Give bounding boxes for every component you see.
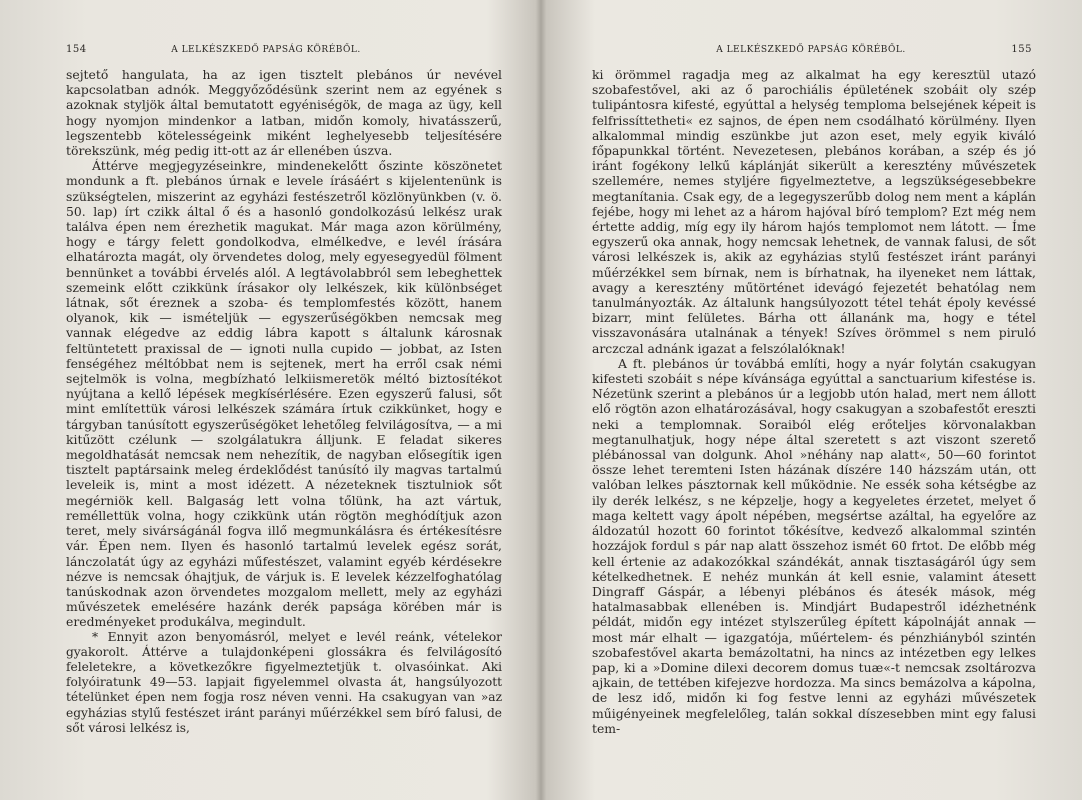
- left-page-header: [0, 44, 532, 60]
- left-page-body: [66, 67, 502, 736]
- left-page: [0, 0, 532, 800]
- left-page-number: 154: [66, 44, 87, 55]
- right-page-header: [540, 44, 1082, 60]
- right-page: [540, 0, 1082, 800]
- right-running-head: A LELKÉSZKEDŐ PAPSÁG KÖRÉBŐL.: [716, 45, 906, 55]
- paragraph: sejtető hangulata, ha az igen tisztelt plebános úr nevével kapcsolatban adnók. Meggyőződésünk szerint nem az egyének s azoknak styljök által bemutatott egyéniségök, de maga az ügy, kell hogy nyomjon mindenkor a latban, midőn komoly, hivatásszerű, legszentebb kötelességeink miként leghelyesebb teljesítésére törekszünk, még pedig itt-ott az ár ellenében úszva.: [66, 67, 502, 159]
- paragraph: A ft. plebános úr továbbá említi, hogy a nyár folytán csakugyan kifesteti szobáit s népe kívánsága egyúttal a sanctuarium kifestése is. Nézetünk szerint a plebános úr a legjobb utón halad, mert nem állott elő rögtön azon elhatározásával, hogy csakugyan a szobafestőt ereszti neki a templomnak. Soraiból elég erőteljes körvonalakban megtanulhatjuk, hogy népe által szeretett s azt viszont szerető plébánossal van dolgunk. Ahol »néhány nap alatt«, 50—60 forintot össze lehet teremteni Isten házának díszére 140 házszám után, ott valóban lelkes pásztornak kell működnie. Ne essék soha kétségbe az ily derék lelkész, s ne képzelje, hogy a kegyeletes érzetet, melyet ő maga keltett vagy ápolt népében, megsértse azáltal, ha egyelőre az áldozatúl hozott 60 forintot tőkésítve, kedvező alkalommal szintén hozzájok fordul s pár nap alatt összehoz ismét 60 frtot. De előbb még kell értenie az adakozókkal szándékát, annak tisztaságáról úgy sem kételkedhetnek. E nehéz munkán át kell esnie, valamint átesett Dingraff Gáspár, a lébenyi plébános és átesék mások, még hatalmasabbak ellenében is. Mindjárt Budapestről idézhetnénk példát, midőn egy intézet stylszerűleg épített kápolnáját annak — most már elhalt — igazgatója, műértelem- és pénzhiányból szintén szobafestővel akarta bemázoltatni, ha nincs az intézetben egy lelkes pap, ki a »Domine dilexi decorem domus tuæ«-t nemcsak zsoltározva ajkain, de tettében kifejezve hordozza. Ma sincs bemázolva a kápolna, de lesz idő, midőn ki fog festve lenni az egyházi művészetek műigényeinek megfelelőleg, talán sokkal díszesebben mint egy falusi tem-: [592, 355, 1036, 736]
- left-running-head: A LELKÉSZKEDŐ PAPSÁG KÖRÉBŐL.: [171, 45, 361, 55]
- paragraph: * Ennyit azon benyomásról, melyet e levél reánk, vételekor gyakorolt. Áttérve a tulajdonképeni glossákra és felvilágosító feleletekre, a következőkre figyelmeztetjük t. olvasóinkat. Aki folyóiratunk 49—53. lapjait figyelemmel olvasta át, hangsúlyozott tételünket épen nem fogja rosz néven venni. Ha csakugyan van »az egyházias stylű festészet iránt parányi műérzékkel sem bíró falusi, de sőt városi lelkész is,: [66, 629, 502, 735]
- paragraph: Áttérve megjegyzéseinkre, mindenekelőtt őszinte köszönetet mondunk a ft. plebános úrnak e levele írásáért s kijelentenünk is szükségtelen, miszerint az egyházi festészetről közlönyünkben (v. ö. 50. lap) írt czikk által ő és a hasonló gondolkozású lelkész urak találva épen nem érezhetik magukat. Már maga azon körülmény, hogy e tárgy felett gondolkodva, elmélkedve, e levél írására elhatározta magát, oly örvendetes dolog, mely egyesegyedül fölment bennünket a további érvelés alól. A legtávolabbról sem lebeghettek szemeink előtt czikkünk írásakor oly lelkészek, kik különbséget látnak, sőt éreznek a szoba- és templomfestés között, hanem olyanok, kik — ismételjük — egyszerűségökben nemcsak meg vannak elégedve az eddig lábra kapott s általunk károsnak feltüntetett praxissal de — ignoti nulla cupido — jobbat, az Isten fenségéhez méltóbbat nem is sejtenek, mert ha erről csak némi sejtelmök is volna, megbízható lelkiismeretök méltó biztosítékot nyújtana a kellő lépések megkísérlésére. Ezen egyszerű falusi, sőt mint említettük városi lelkészek számára írtuk czikkünket, hogy e tárgyban tanúsított egyszerűségöket lehetőleg felvilágosítva, — a mi kitűzött czélunk — szolgálatukra álljunk. E feladat sikeres megoldhatását nemcsak nem nehezítik, de nagyban elősegítik igen tisztelt paptársaink meleg érdeklődést tanúsító ily magvas tartalmú leveleik is, mint a most idézett. A nézeteknek tisztulniok sőt megérniök kell. Balgaság lett volna tőlünk, ha azt vártuk, reméllettük volna, hogy czikkünk után rögtön meghódítjuk azon teret, mely sivárságánál fogva illő megmunkálásra és értékesítésre vár. Épen nem. Ilyen és hasonló tartalmú levelek egész sorát, lánczolatát úgy az egyházi műfestészet, valamint egyéb kérdésekre nézve is nemcsak óhajtjuk, de várjuk is. E levelek kézzelfoghatólag tanúskodnak azon örvendetes mozgalom mellett, mely az egyházi művészetek emelésére hazánk derék papsága körében már is eredményeket produkálva, megindult.: [66, 158, 502, 630]
- paragraph: ki örömmel ragadja meg az alkalmat ha egy keresztül utazó szobafestővel, aki az ő parochiális épületének szobáit oly szép tulipántosra kifesté, egyúttal a helység temploma belsejének képeit is felfrissíttetheti« ez sajnos, de épen nem csodálható körülmény. Ilyen alkalommal mindig eszünkbe jut azon eset, mely egyik kiváló főpapunkkal történt. Nevezetesen, plebános korában, a szép és jó iránt fogékony lelkű káplánját sikerült a keresztény művészetek szellemére, nemes styljére figyelmeztetve, a legszükségesebbekre megtanítania. Csak egy, de a legegyszerűbb dolog nem ment a káplán fejébe, hogy mi lehet az a három hajóval bíró templom? Ezt még nem értette addig, míg egy ily három hajós templomot nem látott. — Íme egyszerű oka annak, hogy nemcsak lehetnek, de vannak falusi, de sőt városi lelkészek is, akik az egyházias stylű festészet iránt parányi műérzékkel sem bírnak, nem is bírhatnak, ha ilyeneket nem láttak, avagy a keresztény műtörténet idevágó fejezetét behatólag nem tanulmányozták. Az általunk hangsúlyozott tétel tehát époly kevéssé bizarr, mint felületes. Bárha ott állanánk ma, hogy e tétel visszavonására utalnának a tények! Szíves örömmel s nem piruló arczczal adnánk igazat a felszólalóknak!: [592, 67, 1036, 356]
- right-page-body: [592, 67, 1036, 736]
- right-page-number: 155: [1011, 44, 1032, 55]
